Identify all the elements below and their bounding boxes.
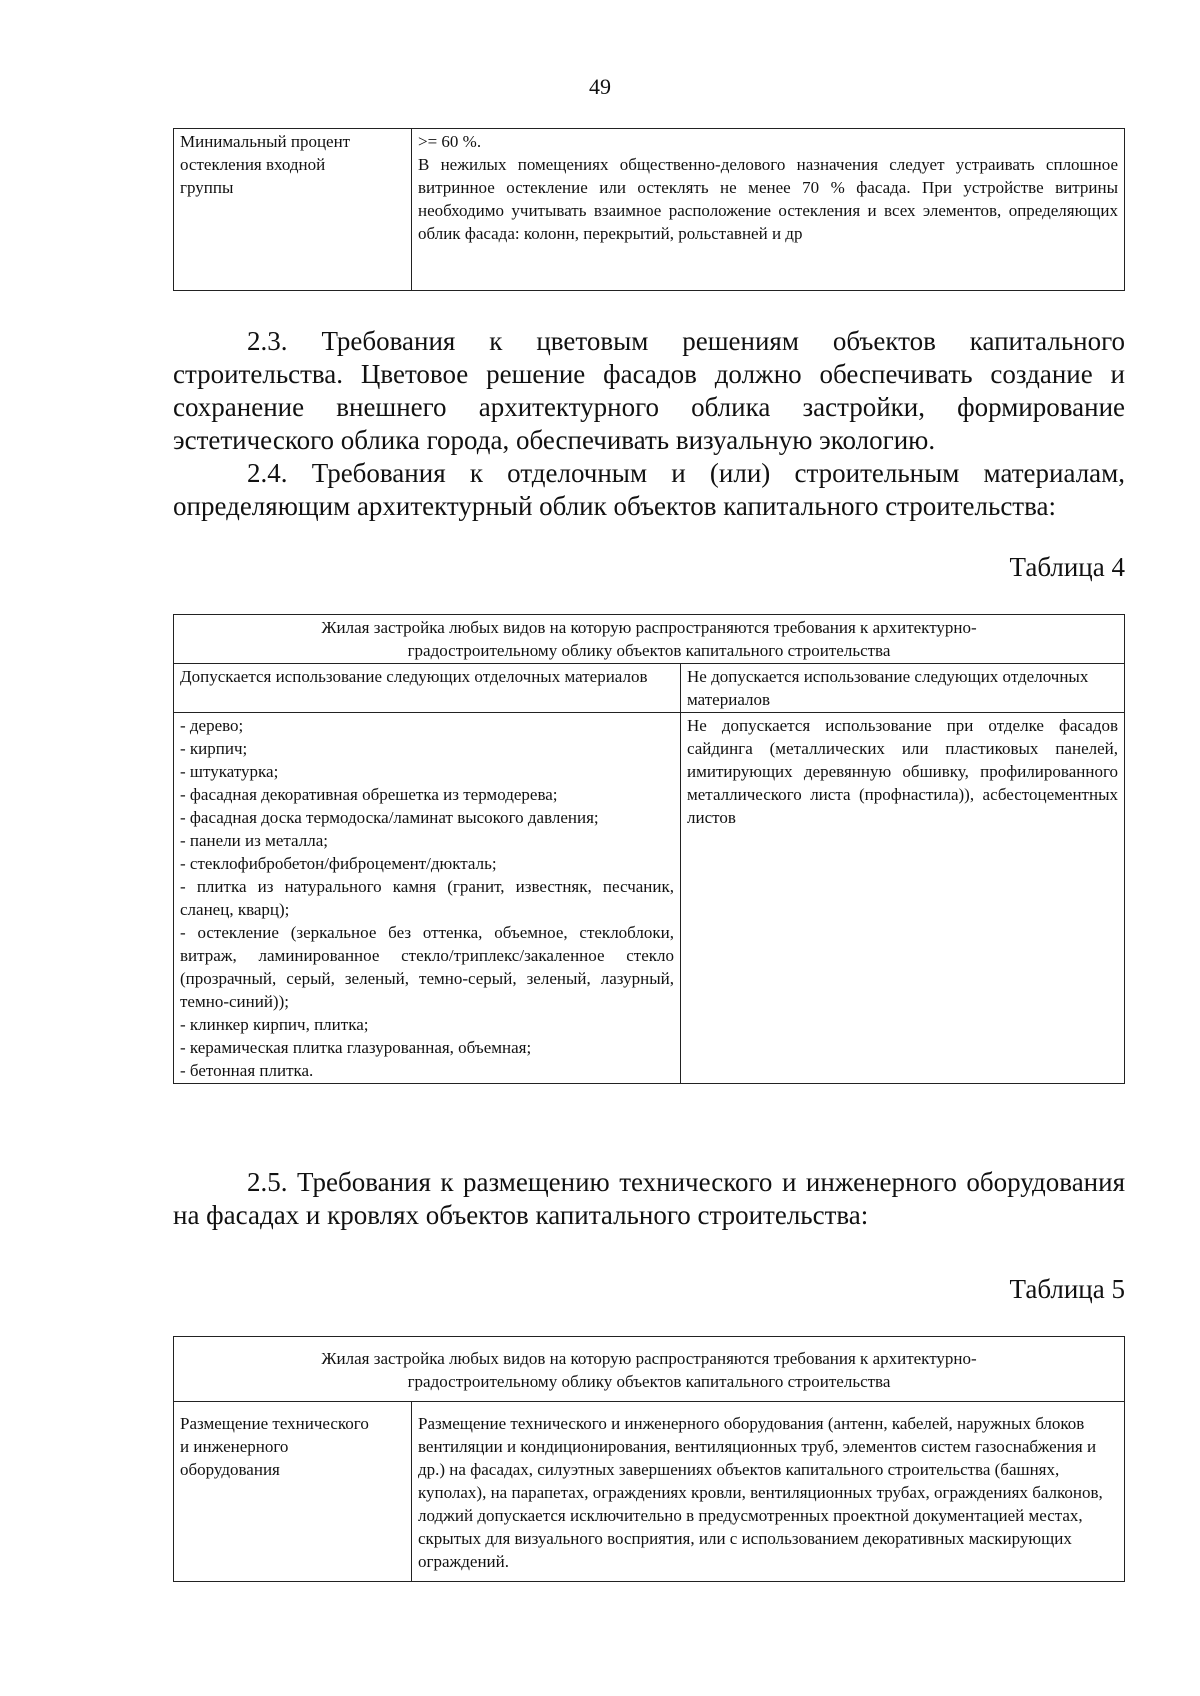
section-2-5: 2.5. Требования к размещению технического и инженерного оборудования на фасадах и кровлях объектов капитального строительства: [173,1167,1125,1230]
list-item: - стеклофибробетон/фиброцемент/дюкталь; [180,854,497,873]
glazing-label-cell [174,129,412,291]
table4-allowed-cell [174,713,681,1084]
table-4 [173,614,1125,1084]
table4-col-forbidden: Не допускается использование следующих отделочных материалов [681,664,1125,713]
table5-header [174,1337,1125,1402]
table4-header-line: градостроительному облику объектов капитального строительства [407,641,891,660]
glazing-label-line: Минимальный процент [180,132,351,151]
glazing-description: В нежилых помещениях общественно-делового назначения следует устраивать сплошное витринное остекление или остеклять не менее 70 % фасада. При устройстве витрины необходимо учитывать взаимное расположение остекления и всех элементов, определяющих облик фасада: колонн, перекрытий, рольставней и др [418,155,1118,243]
table-5 [173,1336,1125,1582]
list-item: - дерево; [180,716,244,735]
table4-header-line: Жилая застройка любых видов на которую распространяются требования к архитектурно- [321,618,977,637]
table5-label-cell [174,1402,412,1582]
table5-caption: Таблица 5 [1009,1274,1125,1304]
table5-label-line: Размещение технического [180,1414,369,1433]
list-item: - клинкер кирпич, плитка; [180,1015,369,1034]
table5-label-line: оборудования [180,1460,280,1479]
table5-text-cell: Размещение технического и инженерного оборудования (антенн, кабелей, наружных блоков вентиляции и кондиционирования, вентиляционных труб, элементов систем газоснабжения и др.) на фасадах, силуэтных завершениях объектов капитального строительства (башнях, куполах), на парапетах, ограждениях кровли, вентиляционных трубах, ограждениях балконов, лоджий допускается исключительно в предусмотренных проектной документацией местах, скрытых для визуального восприятия, или с использованием декоративных маскирующих ограждений. [412,1402,1125,1582]
list-item: - плитка из натурального камня (гранит, известняк, песчаник, сланец, кварц); [180,877,674,919]
list-item: - панели из металла; [180,831,328,850]
glazing-value-cell [412,129,1125,291]
section-2-4: 2.4. Требования к отделочным и (или) строительным материалам, определяющим архитектурный облик объектов капитального строительства: [173,458,1125,521]
list-item: - керамическая плитка глазурованная, объемная; [180,1038,532,1057]
glazing-percent: >= 60 %. [418,132,482,151]
list-item: - фасадная доска термодоска/ламинат высокого давления; [180,808,599,827]
list-item: - остекление (зеркальное без оттенка, объемное, стеклоблоки, витраж, ламинированное стекло/триплекс/закаленное стекло (прозрачный, серый, зеленый, темно-серый, зеленый, лазурный, темно-синий)); [180,923,674,1011]
glazing-label-line: остекления входной [180,155,326,174]
section-2-5-block [173,1166,1125,1232]
section-2-3-2-4 [173,325,1125,523]
table4-caption: Таблица 4 [1009,552,1125,582]
glazing-label-line: группы [180,178,234,197]
section-2-3: 2.3. Требования к цветовым решениям объектов капитального строительства. Цветовое решение фасадов должно обеспечивать создание и сохранение внешнего архитектурного облика застройки, формирование эстетического облика города, обеспечивать визуальную экологию. [173,326,1125,455]
table5-label-line: и инженерного [180,1437,289,1456]
list-item: - кирпич; [180,739,248,758]
list-item: - штукатурка; [180,762,279,781]
list-item: - бетонная плитка. [180,1061,314,1080]
table5-header-line: Жилая застройка любых видов на которую распространяются требования к архитектурно- [321,1349,977,1368]
table5-header-line: градостроительному облику объектов капитального строительства [407,1372,891,1391]
table-glazing [173,128,1125,291]
page-number: 49 [589,74,611,99]
list-item: - фасадная декоративная обрешетка из термодерева; [180,785,558,804]
table4-col-allowed: Допускается использование следующих отделочных материалов [174,664,681,713]
table4-header [174,615,1125,664]
table4-forbidden-cell: Не допускается использование при отделке фасадов сайдинга (металлических или пластиковых панелей, имитирующих деревянную обшивку, профилированного металлического листа (профнастила)), асбестоцементных листов [681,713,1125,1084]
